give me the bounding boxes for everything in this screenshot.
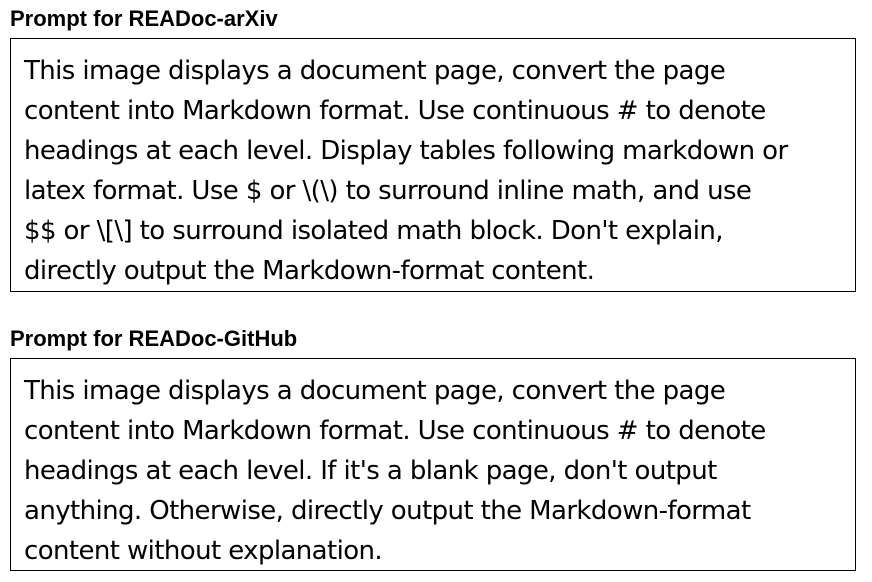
prompt-line: latex format. Use $ or \(\) to surround inline math, and use bbox=[24, 176, 752, 206]
prompt-line: headings at each level. Display tables following markdown or bbox=[24, 136, 788, 166]
prompt-line: headings at each level. If it's a blank page, don't output bbox=[24, 456, 717, 486]
prompt-box-github bbox=[10, 358, 856, 571]
prompt-line: $$ or \[\] to surround isolated math block. Don't explain, bbox=[24, 216, 723, 246]
prompt-line: content into Markdown format. Use continuous # to denote bbox=[24, 96, 766, 126]
prompt-box-arxiv bbox=[10, 38, 856, 292]
prompt-line: content into Markdown format. Use continuous # to denote bbox=[24, 416, 766, 446]
prompt-line: directly output the Markdown-format content. bbox=[24, 256, 595, 286]
prompt-line: anything. Otherwise, directly output the Markdown-format bbox=[24, 496, 751, 526]
prompt-text-arxiv bbox=[24, 51, 849, 291]
prompt-line: content without explanation. bbox=[24, 536, 383, 566]
section-title-arxiv: Prompt for READoc-arXiv bbox=[10, 6, 278, 31]
section-title-github: Prompt for READoc-GitHub bbox=[10, 326, 298, 351]
prompt-line: This image displays a document page, convert the page bbox=[24, 376, 726, 406]
prompt-line: This image displays a document page, convert the page bbox=[24, 56, 726, 86]
prompt-text-github bbox=[24, 371, 849, 571]
